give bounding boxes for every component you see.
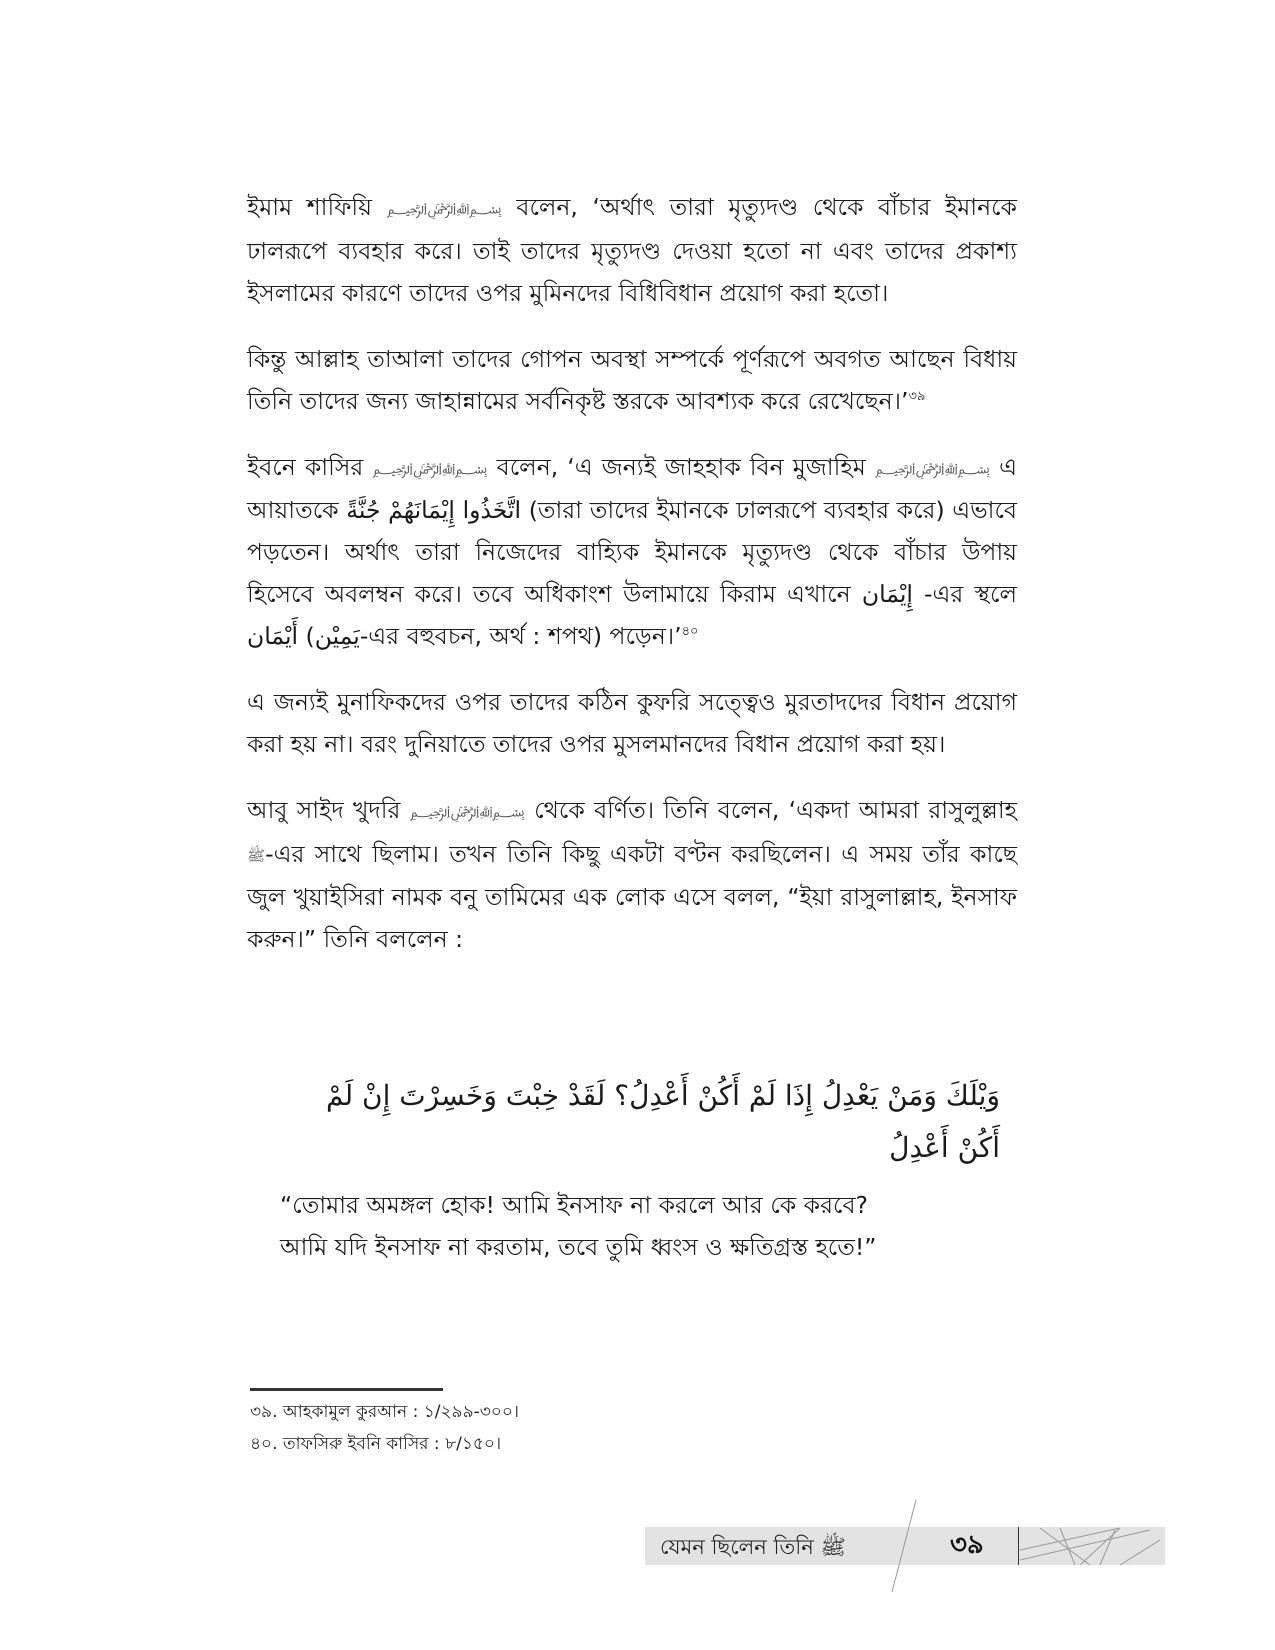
honorific-icon: ﷽: [874, 459, 990, 477]
footnote-39: ৩৯. আহকামুল কুরআন : ১/২৯৯-৩০০।: [250, 1402, 519, 1422]
text-run: এ জন্যই মুনাফিকদের ওপর তাদের কঠিন কুফরি সত্ত্বেও মুরতাদদের বিধান প্রয়োগ করা হয় না। বরং দুনিয়াতে তাদের ওপর মুসলমানদের বিধান প্রয়োগ করা হয়।: [247, 688, 1017, 758]
text-run: (: [298, 622, 315, 650]
text-run: বলেন, ‘এ জন্যই জাহহাক বিন মুজাহিম: [487, 452, 875, 481]
text-run: এ আয়াতকে: [247, 452, 1017, 524]
text-run: ইবনে কাসির: [247, 452, 373, 481]
arabic-text: اتَّخَذُوا إِيْمَانَهُمْ جُنَّةً: [346, 496, 522, 524]
crosshatch-pattern: [1020, 1528, 1160, 1565]
honorific-icon: ﷽: [409, 802, 525, 821]
footnote-ref: ৪০: [681, 624, 699, 640]
text-run: -এর বহুবচন, অর্থ : শপথ) পড়েন।’: [359, 622, 682, 650]
text-run: কিন্তু আল্লাহ তাআলা তাদের গোপন অবস্থা সম্পর্কে পূর্ণরূপে অবগত আছেন বিধায় তিনি তাদের জন্য জাহান্নামের সর্বনিকৃষ্ট স্তরকে আবশ্যক করে রেখেছেন।’: [247, 344, 1017, 415]
translation-line: আমি যদি ইনসাফ না করতাম, তবে তুমি ধ্বংস ও ক্ষতিগ্রস্ত হতে!”: [280, 1233, 877, 1261]
page-number: ৩৯: [950, 1530, 984, 1560]
text-run: বলেন, ‘অর্থাৎ তারা মৃত্যুদণ্ড থেকে বাঁচার ইমানকে ঢালরূপে ব্যবহার করে। তাই তাদের মৃত্যুদণ্ড দেওয়া হতো না এবং তাদের প্রকাশ্য ইসলামের কারণে তাদের ওপর মুমিনদের বিধিবিধান প্রয়োগ করা হতো।: [247, 193, 1017, 307]
footer-separator: [1018, 1527, 1019, 1565]
text-run: ইমাম শাফিয়ি: [247, 193, 387, 221]
arabic-text: إِيْمَان: [861, 580, 913, 608]
honorific-icon: ﷽: [386, 199, 502, 218]
text-run: (তারা তাদের ইমানকে ঢালরূপে ব্যবহার করে) এভাবে পড়তেন। অর্থাৎ তারা নিজেদের বাহ্যিক ইমানকে মৃত্যুদণ্ড থেকে বাঁচার উপায় হিসেবে অবলম্বন করে। তবে অধিকাংশ উলামায়ে কিরাম এখানে: [247, 496, 1017, 608]
text-run: -এর সাথে ছিলাম। তখন তিনি কিছু একটা বণ্টন করছিলেন। এ সময় তাঁর কাছে জুল খুয়াইসিরা নামক বনু তামিমের এক লোক এসে বলল, “ইয়া রাসুলাল্লাহ, ইনসাফ করুন।” তিনি বললেন :: [247, 839, 1017, 953]
honorific-icon: ﷽: [372, 459, 488, 477]
text-run: -এর স্থলে: [912, 580, 1017, 608]
text-run: আবু সাইদ খুদরি: [247, 796, 410, 824]
footnote-40: ৪০. তাফসিরু ইবনি কাসির : ৮/১৫০।: [250, 1434, 502, 1454]
footnote-ref: ৩৯: [908, 388, 926, 404]
translation-line: “তোমার অমঙ্গল হোক! আমি ইনসাফ না করলে আর কে করবে?: [280, 1191, 869, 1219]
honorific-icon: ﷺ: [247, 846, 266, 864]
arabic-text: يَمِيْن: [314, 622, 360, 650]
arabic-hadith-quote: وَيْلَكَ وَمَنْ يَعْدِلُ إِذَا لَمْ أَكُنْ أَعْدِلُ؟ لَقَدْ خِبْتَ وَخَسِرْتَ إِنْ لَمْ أَكُنْ أَعْدِلُ: [325, 1079, 1000, 1164]
text-run: থেকে বর্ণিত। তিনি বলেন, ‘একদা আমরা রাসুলুল্লাহ: [524, 796, 1017, 824]
arabic-text: أَيْمَان: [247, 622, 299, 650]
footer-slash-line: [892, 1500, 916, 1592]
running-title: যেমন ছিলেন তিনি ﷺ: [660, 1535, 846, 1559]
